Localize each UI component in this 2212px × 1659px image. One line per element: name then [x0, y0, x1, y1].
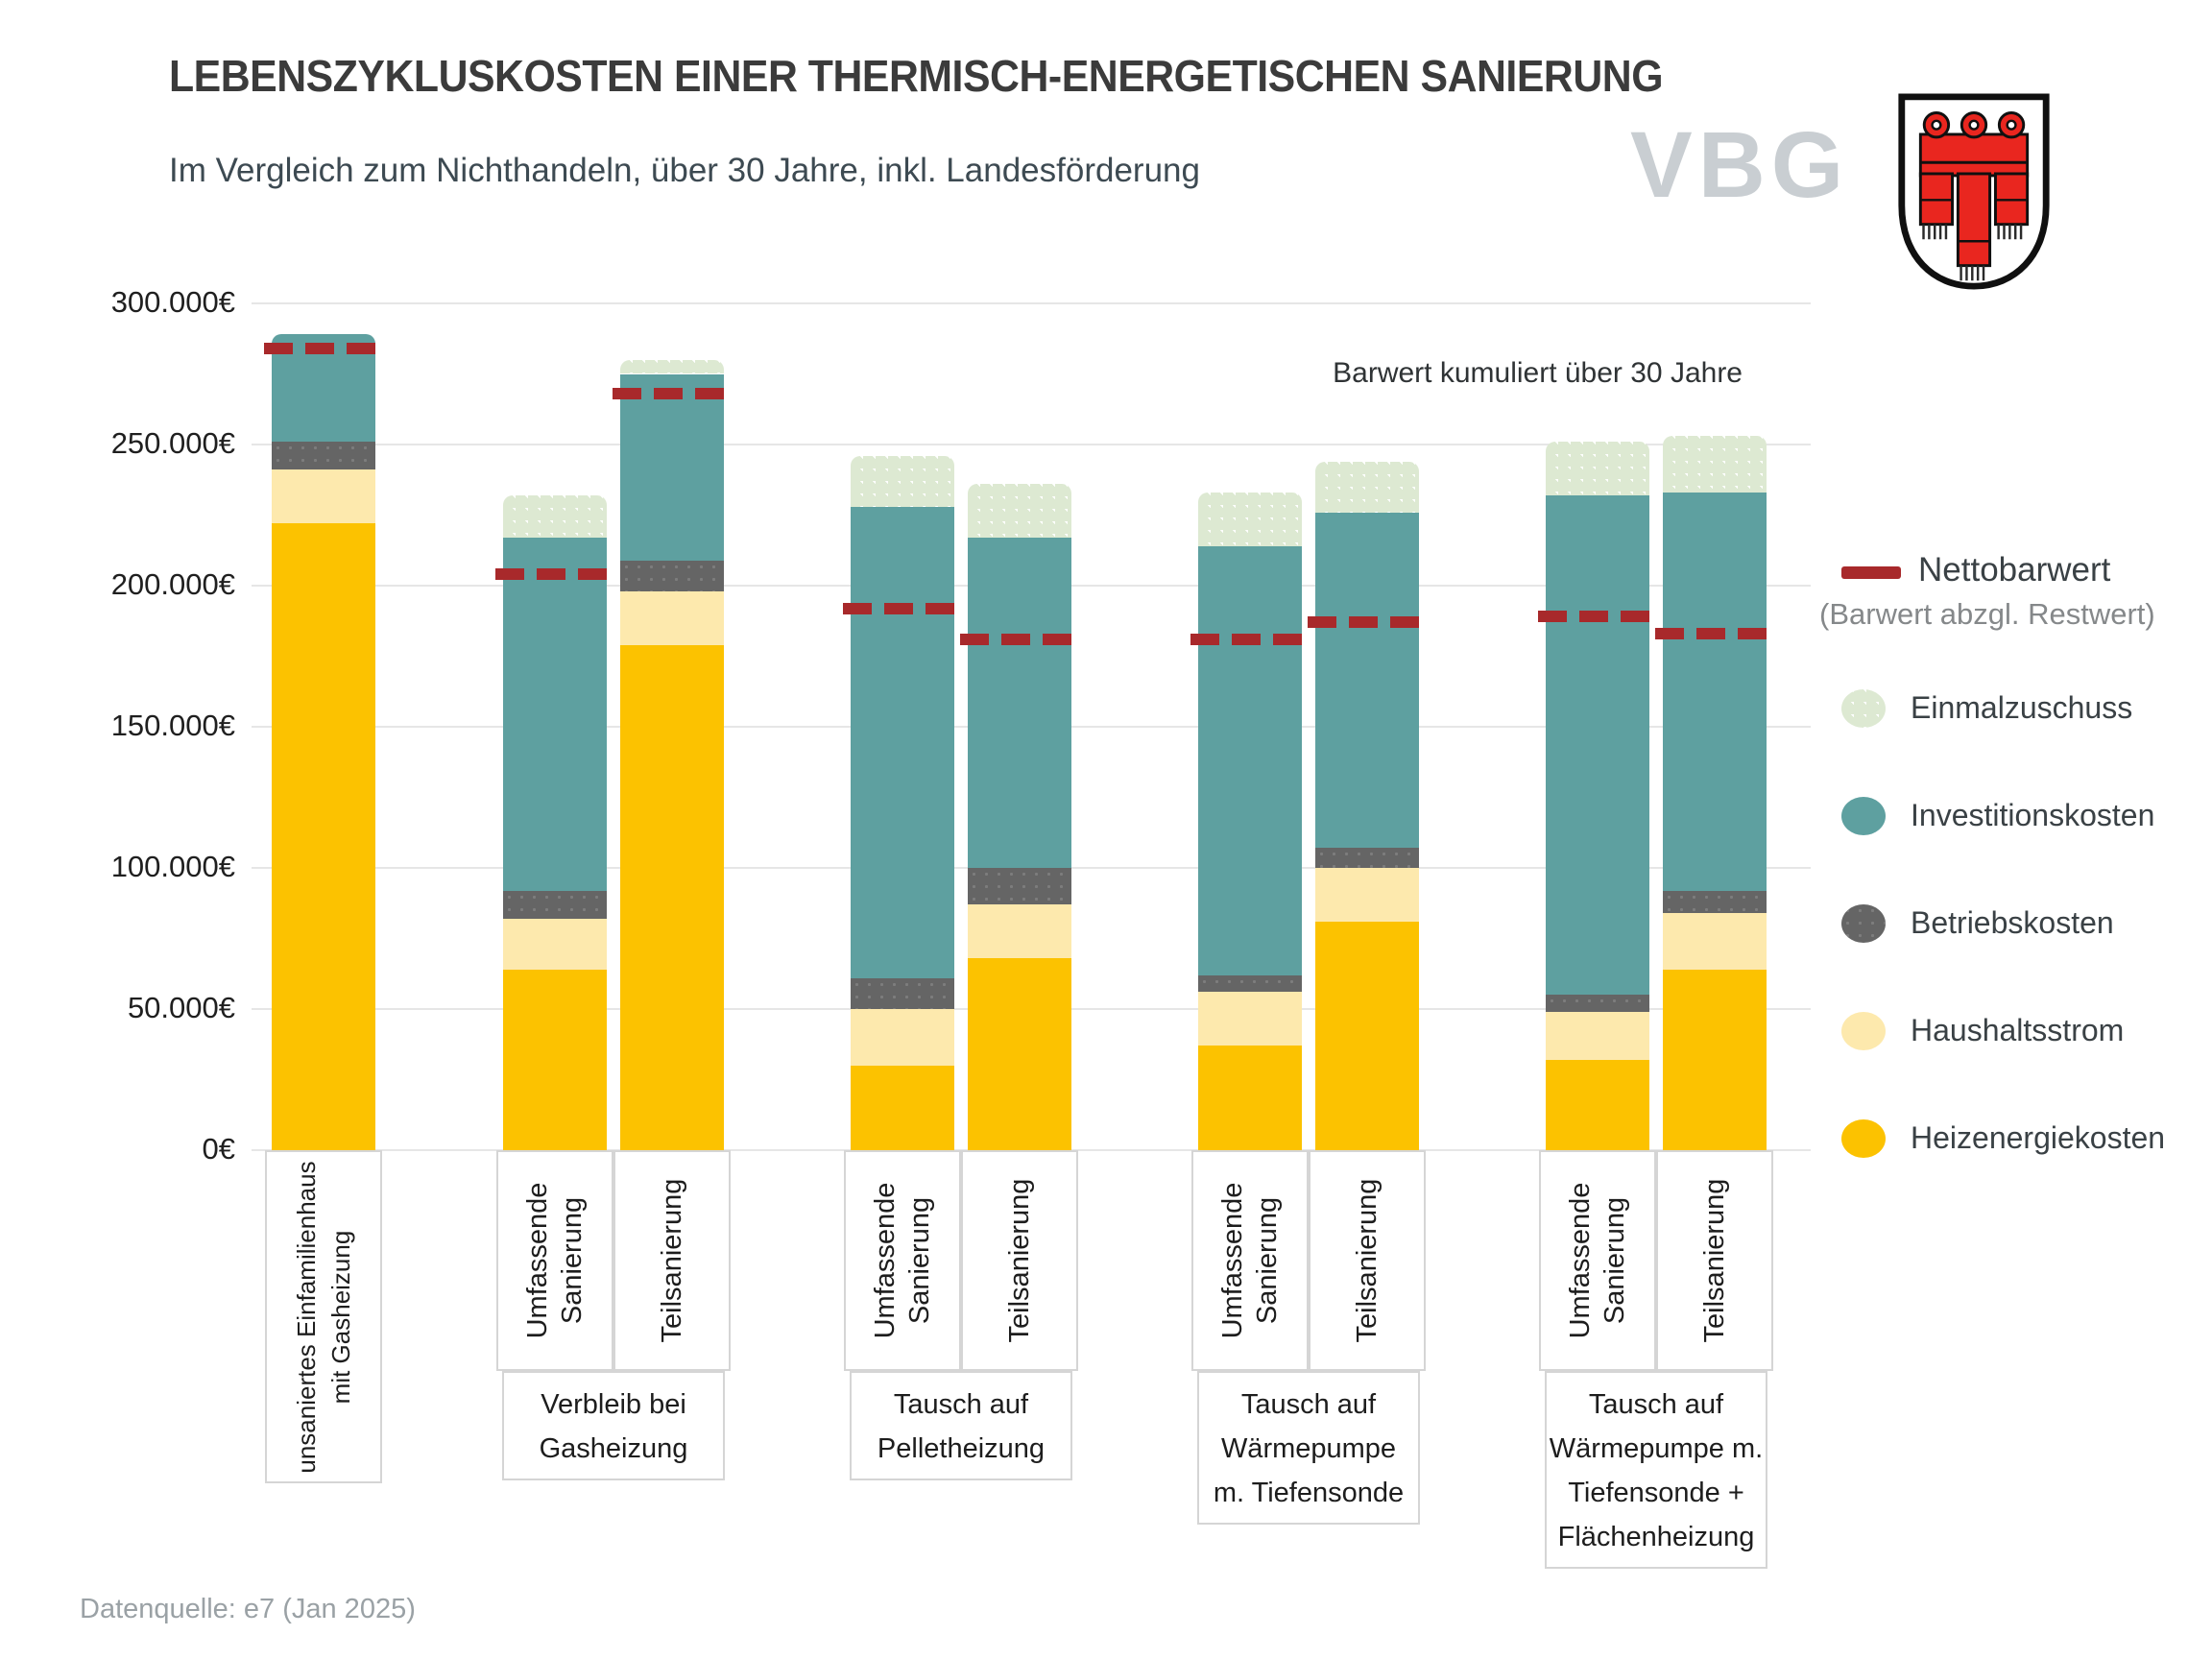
- bar-segment-haushaltsstrom: [1315, 868, 1419, 922]
- bar-segment-betriebskosten: [503, 891, 607, 919]
- nettobarwert-dash-line: [1308, 616, 1427, 628]
- nettobarwert-dash-line: [960, 634, 1079, 645]
- x-axis-group-label-line: Tausch auf: [1588, 1389, 1724, 1420]
- bar-segment-investitionskosten: [1315, 513, 1419, 849]
- bar-segment-haushaltsstrom: [503, 919, 607, 970]
- bar-segment-haushaltsstrom: [1663, 913, 1767, 970]
- bar-segment-haushaltsstrom: [851, 1009, 954, 1066]
- page-title: LEBENSZYKLUSKOSTEN EINER THERMISCH-ENERGETISCHEN SANIERUNG: [169, 51, 1664, 101]
- nettobarwert-dash-line: [1655, 628, 1774, 639]
- x-axis-bar-label-box: [1656, 1150, 1773, 1371]
- x-axis-bar-label-box: [1309, 1150, 1426, 1371]
- y-axis-tick-label: 0€: [202, 1132, 235, 1166]
- bar-segment-betriebskosten: [272, 442, 375, 469]
- gridline-300.000€: [252, 302, 1811, 304]
- bar-segment-einmalzuschuss: [1198, 493, 1302, 546]
- chart-legend: [1817, 538, 2201, 1190]
- nettobarwert-dash-line: [843, 603, 962, 614]
- x-axis-group-label-line: m. Tiefensonde: [1213, 1478, 1405, 1508]
- bar-segment-heizenergiekosten: [272, 523, 375, 1150]
- nettobarwert-legend-sublabel: (Barwert abzgl. Restwert): [1819, 597, 2155, 631]
- x-axis-group-label-line: Wärmepumpe m.: [1549, 1433, 1764, 1464]
- bar-segment-heizenergiekosten: [1663, 970, 1767, 1150]
- nettobarwert-dash-line: [1538, 611, 1657, 622]
- legend-item-label: Betriebskosten: [1911, 905, 2114, 940]
- legend-item-label: Investitionskosten: [1911, 798, 2155, 832]
- investitionskosten-swatch-icon: [1841, 797, 1886, 835]
- bar-segment-heizenergiekosten: [968, 958, 1071, 1150]
- bar-segment-haushaltsstrom: [620, 591, 724, 645]
- x-axis-bar-label-line: unsaniertes Einfamilienhaus: [292, 1160, 321, 1474]
- bar-segment-einmalzuschuss: [1663, 436, 1767, 493]
- x-axis-bar-label-line: Umfassende: [1565, 1182, 1596, 1339]
- x-axis-bar-label-line: Sanierung: [1252, 1196, 1283, 1325]
- bar-segment-investitionskosten: [620, 374, 724, 561]
- x-axis-bar-label: [289, 1155, 358, 1479]
- vbg-watermark: VBG: [1630, 112, 1850, 217]
- bar-segment-investitionskosten: [1546, 495, 1649, 995]
- x-axis-bar-label: [868, 1155, 937, 1366]
- bar-segment-heizenergiekosten: [620, 645, 724, 1150]
- bar-segment-betriebskosten: [1198, 975, 1302, 993]
- x-axis-bar-label: [655, 1155, 689, 1366]
- legend-item-label: Haushaltsstrom: [1911, 1013, 2125, 1047]
- bar-segment-investitionskosten: [1663, 493, 1767, 891]
- nettobarwert-dash-line: [264, 343, 383, 354]
- bar-segment-heizenergiekosten: [503, 970, 607, 1150]
- nettobarwert-dash-line: [613, 388, 732, 399]
- x-axis-group-label-line: Gasheizung: [539, 1433, 688, 1464]
- x-axis-group-label-line: Flächenheizung: [1557, 1522, 1755, 1552]
- bar-segment-betriebskosten: [1663, 891, 1767, 914]
- page-subtitle: Im Vergleich zum Nichthandeln, über 30 Jahre, inkl. Landesförderung: [169, 152, 1200, 189]
- x-axis-group-label-line: Tiefensonde +: [1568, 1478, 1744, 1508]
- x-axis-group-label-line: Tausch auf: [893, 1389, 1029, 1420]
- x-axis-bar-label-box: [1539, 1150, 1656, 1371]
- y-axis-tick-label: 100.000€: [110, 850, 235, 883]
- x-axis-bar-label: [1350, 1155, 1384, 1366]
- bar-segment-einmalzuschuss: [620, 360, 724, 374]
- x-axis-bar-label-line: Sanierung: [1599, 1196, 1630, 1325]
- legend-item-label: Heizenergiekosten: [1911, 1120, 2166, 1155]
- x-axis-bar-label-line: Sanierung: [557, 1196, 588, 1325]
- bar-segment-investitionskosten: [1198, 546, 1302, 975]
- bar-segment-einmalzuschuss: [851, 456, 954, 507]
- data-source-note: Datenquelle: e7 (Jan 2025): [80, 1594, 416, 1624]
- bar-segment-investitionskosten: [968, 538, 1071, 868]
- nettobarwert-legend-label: Nettobarwert: [1918, 551, 2111, 589]
- bar-segment-heizenergiekosten: [1198, 1046, 1302, 1150]
- x-axis-bar-label-box: [1191, 1150, 1309, 1371]
- x-axis-bar-label-box: [496, 1150, 613, 1371]
- x-axis-group-label-box: [1545, 1371, 1767, 1569]
- nettobarwert-legend-marker: [1841, 566, 1901, 579]
- x-axis-bar-label-line: mit Gasheizung: [326, 1230, 355, 1404]
- x-axis-group-label-box: [502, 1371, 725, 1480]
- x-axis-group-label-box: [850, 1371, 1072, 1480]
- x-axis-bar-label-line: Sanierung: [904, 1196, 935, 1325]
- x-axis-bar-label-line: Umfassende: [522, 1182, 553, 1339]
- x-axis-bar-label: [520, 1155, 589, 1366]
- bar-segment-haushaltsstrom: [968, 904, 1071, 958]
- x-axis-bar-label: [1215, 1155, 1285, 1366]
- bar-segment-betriebskosten: [1546, 995, 1649, 1012]
- x-axis-bar-label-line: Umfassende: [1217, 1182, 1248, 1339]
- x-axis-bar-label-line: Teilsanierung: [1004, 1178, 1035, 1343]
- x-axis-group-label-line: Tausch auf: [1240, 1389, 1377, 1420]
- x-axis-bar-label: [1002, 1155, 1037, 1366]
- haushaltsstrom-swatch-icon: [1841, 1012, 1886, 1050]
- x-axis-bar-label-box: [844, 1150, 961, 1371]
- bar-segment-einmalzuschuss: [968, 484, 1071, 538]
- einmalzuschuss-swatch-icon: [1841, 689, 1886, 728]
- bar-segment-heizenergiekosten: [851, 1066, 954, 1150]
- bar-segment-einmalzuschuss: [1315, 462, 1419, 513]
- x-axis-bar-label-box: [613, 1150, 731, 1371]
- bar-segment-betriebskosten: [1315, 848, 1419, 868]
- heizenergiekosten-swatch-icon: [1841, 1119, 1886, 1158]
- x-axis-bar-label-box: [265, 1150, 382, 1483]
- bar-segment-einmalzuschuss: [503, 495, 607, 538]
- x-axis-bar-label: [1563, 1155, 1632, 1366]
- y-axis-tick-label: 250.000€: [110, 426, 235, 460]
- bar-segment-einmalzuschuss: [1546, 442, 1649, 495]
- x-axis-bar-label-line: Teilsanierung: [1699, 1178, 1730, 1343]
- y-axis-tick-label: 150.000€: [110, 709, 235, 742]
- bar-segment-heizenergiekosten: [1546, 1060, 1649, 1150]
- y-axis-tick-label: 300.000€: [110, 285, 235, 319]
- bar-segment-investitionskosten: [851, 507, 954, 978]
- x-axis-bar-label-box: [961, 1150, 1078, 1371]
- x-axis-bar-label-line: Teilsanierung: [1352, 1178, 1382, 1343]
- x-axis-group-label-box: [1197, 1371, 1420, 1525]
- bar-segment-betriebskosten: [620, 561, 724, 591]
- x-axis-group-label-line: Wärmepumpe: [1220, 1433, 1397, 1464]
- bar-segment-haushaltsstrom: [272, 469, 375, 523]
- betriebskosten-swatch-icon: [1841, 904, 1886, 943]
- bar-segment-heizenergiekosten: [1315, 922, 1419, 1150]
- bar-segment-haushaltsstrom: [1198, 992, 1302, 1046]
- chart-annotation: Barwert kumuliert über 30 Jahre: [1333, 357, 1743, 389]
- legend-item-label: Einmalzuschuss: [1911, 690, 2133, 725]
- x-axis-group-label-line: Pelletheizung: [877, 1433, 1046, 1464]
- x-axis-bar-label: [1697, 1155, 1732, 1366]
- bar-segment-betriebskosten: [851, 978, 954, 1009]
- x-axis-bar-label-line: Umfassende: [870, 1182, 901, 1339]
- nettobarwert-dash-line: [1190, 634, 1310, 645]
- x-axis-group-label-line: Verbleib bei: [541, 1389, 686, 1420]
- bar-segment-betriebskosten: [968, 868, 1071, 904]
- bar-segment-haushaltsstrom: [1546, 1012, 1649, 1060]
- y-axis-tick-label: 50.000€: [127, 991, 235, 1024]
- bar-segment-investitionskosten: [503, 538, 607, 891]
- y-axis-tick-label: 200.000€: [110, 567, 235, 601]
- nettobarwert-dash-line: [495, 568, 614, 580]
- x-axis-bar-label-line: Teilsanierung: [657, 1178, 687, 1343]
